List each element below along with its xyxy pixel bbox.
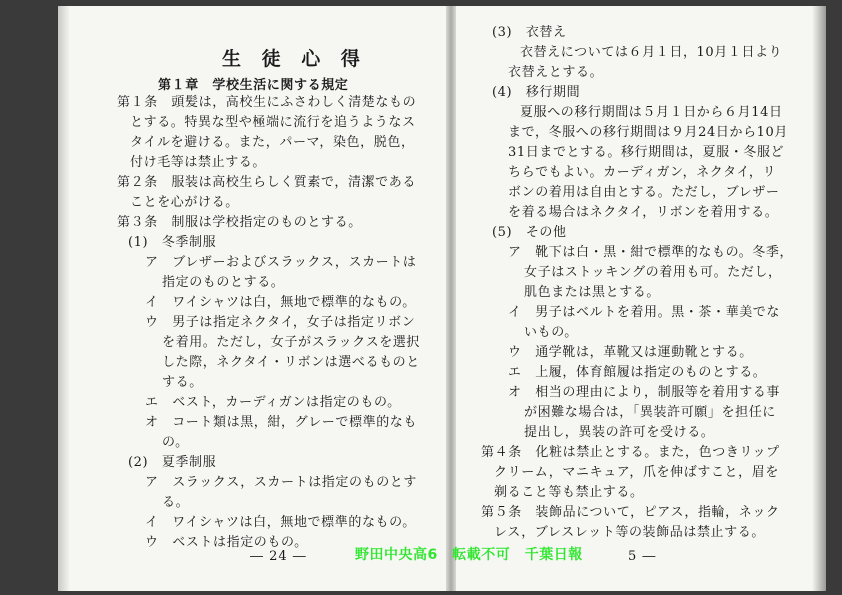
text-line: エ 上履，体育館履は指定のものとする。 bbox=[508, 365, 767, 380]
text-line: 付け毛等は禁止する。 bbox=[130, 155, 267, 170]
text-line: (2) 夏季制服 bbox=[128, 455, 217, 470]
text-line: 第１条 頭髪は，高校生にふさわしく清楚なもの bbox=[117, 95, 417, 110]
text-line: る。 bbox=[162, 495, 190, 510]
text-line: ウ ベストは指定のもの。 bbox=[145, 535, 308, 550]
text-line: クリーム，マニキュア，爪を伸ばすこと，眉を bbox=[494, 465, 779, 480]
text-line: 衣替えについては６月１日，10月１日より bbox=[520, 45, 783, 60]
text-line: 提出し，異装の許可を受ける。 bbox=[524, 425, 715, 440]
text-line: ウ 男子は指定ネクタイ，女子は指定リボン bbox=[145, 315, 416, 330]
text-line: する。 bbox=[162, 375, 203, 390]
text-line: ア 靴下は白・黒・紺で標準的なもの。冬季， bbox=[508, 245, 794, 260]
page-title: 生 徒 心 得 bbox=[222, 48, 367, 70]
text-line: レス，ブレスレット等の装飾品は禁止する。 bbox=[494, 525, 765, 540]
text-line: まで，冬服への移行期間は９月24日から10月 bbox=[508, 125, 789, 140]
left-edge-shadow bbox=[58, 6, 70, 591]
text-line: いもの。 bbox=[524, 325, 578, 340]
text-line: した際，ネクタイ・リボンは選べるものと bbox=[162, 355, 420, 370]
text-line: を着用。ただし，女子がスラックスを選択 bbox=[162, 335, 421, 350]
text-line: ア ブレザーおよびスラックス，スカートは bbox=[145, 255, 417, 270]
text-line: イ 男子はベルトを着用。黒・茶・華美でな bbox=[508, 305, 781, 320]
text-line: (4) 移行期間 bbox=[492, 85, 581, 100]
text-line: 第５条 装飾品について，ピアス，指輪，ネック bbox=[481, 505, 780, 520]
text-line: (5) その他 bbox=[492, 225, 567, 240]
text-line: ア スラックス，スカートは指定のものとす bbox=[145, 475, 418, 490]
text-line: タイルを避ける。また，パーマ，染色，脱色， bbox=[130, 135, 415, 150]
watermark-text: 野田中央高6 転載不可 千葉日報 bbox=[355, 547, 583, 563]
page-number: ― 24 ― bbox=[250, 549, 307, 564]
text-line: 女子はストッキングの着用も可。ただし， bbox=[524, 265, 782, 280]
text-line: 衣替えとする。 bbox=[508, 65, 604, 80]
text-line: 第４条 化粧は禁止とする。また，色つきリップ bbox=[481, 445, 780, 460]
text-line: イ ワイシャツは白，無地で標準的なもの。 bbox=[145, 515, 416, 530]
text-line: を着る場合はネクタイ，リボンを着用する。 bbox=[508, 205, 779, 220]
page-number: 5 ― bbox=[628, 549, 657, 564]
text-line: 第２条 服装は高校生らしく質素で，清潔である bbox=[117, 175, 416, 190]
text-line: ウ 通学靴は，革靴又は運動靴とする。 bbox=[508, 345, 753, 360]
book-gutter bbox=[446, 6, 456, 591]
text-line: ボンの着用は自由とする。ただし，ブレザー bbox=[508, 185, 780, 200]
text-line: ことを心がける。 bbox=[130, 195, 239, 210]
text-line: 第３条 制服は学校指定のものとする。 bbox=[117, 215, 362, 230]
text-line: ちらでもよい。カーディガン，ネクタイ，リ bbox=[508, 165, 777, 180]
text-line: 指定のものとする。 bbox=[162, 275, 285, 290]
text-line: とする。特異な型や極端に流行を追うようなス bbox=[130, 115, 416, 130]
right-edge-shadow bbox=[812, 6, 826, 591]
text-line: エ ベスト，カーディガンは指定のもの。 bbox=[145, 395, 401, 410]
text-line: オ 相当の理由により，制服等を着用する事 bbox=[508, 385, 781, 400]
text-line: イ ワイシャツは白，無地で標準的なもの。 bbox=[145, 295, 416, 310]
chapter-heading: 第１章 学校生活に関する規定 bbox=[158, 78, 349, 93]
text-line: が困難な場合は，「異装許可願」を担任に bbox=[524, 405, 776, 420]
text-line: (3) 衣替え bbox=[492, 25, 567, 40]
text-line: 肌色または黒とする。 bbox=[524, 285, 661, 300]
text-line: 剃ること等も禁止する。 bbox=[494, 485, 644, 500]
text-line: オ コート類は黒，紺，グレーで標準的なも bbox=[145, 415, 418, 430]
text-line: 夏服への移行期間は５月１日から６月14日 bbox=[520, 105, 783, 120]
text-line: の。 bbox=[162, 435, 189, 450]
text-line: (1) 冬季制服 bbox=[128, 235, 217, 250]
text-line: 31日までとする。移行期間は，夏服・冬服ど bbox=[508, 145, 785, 160]
